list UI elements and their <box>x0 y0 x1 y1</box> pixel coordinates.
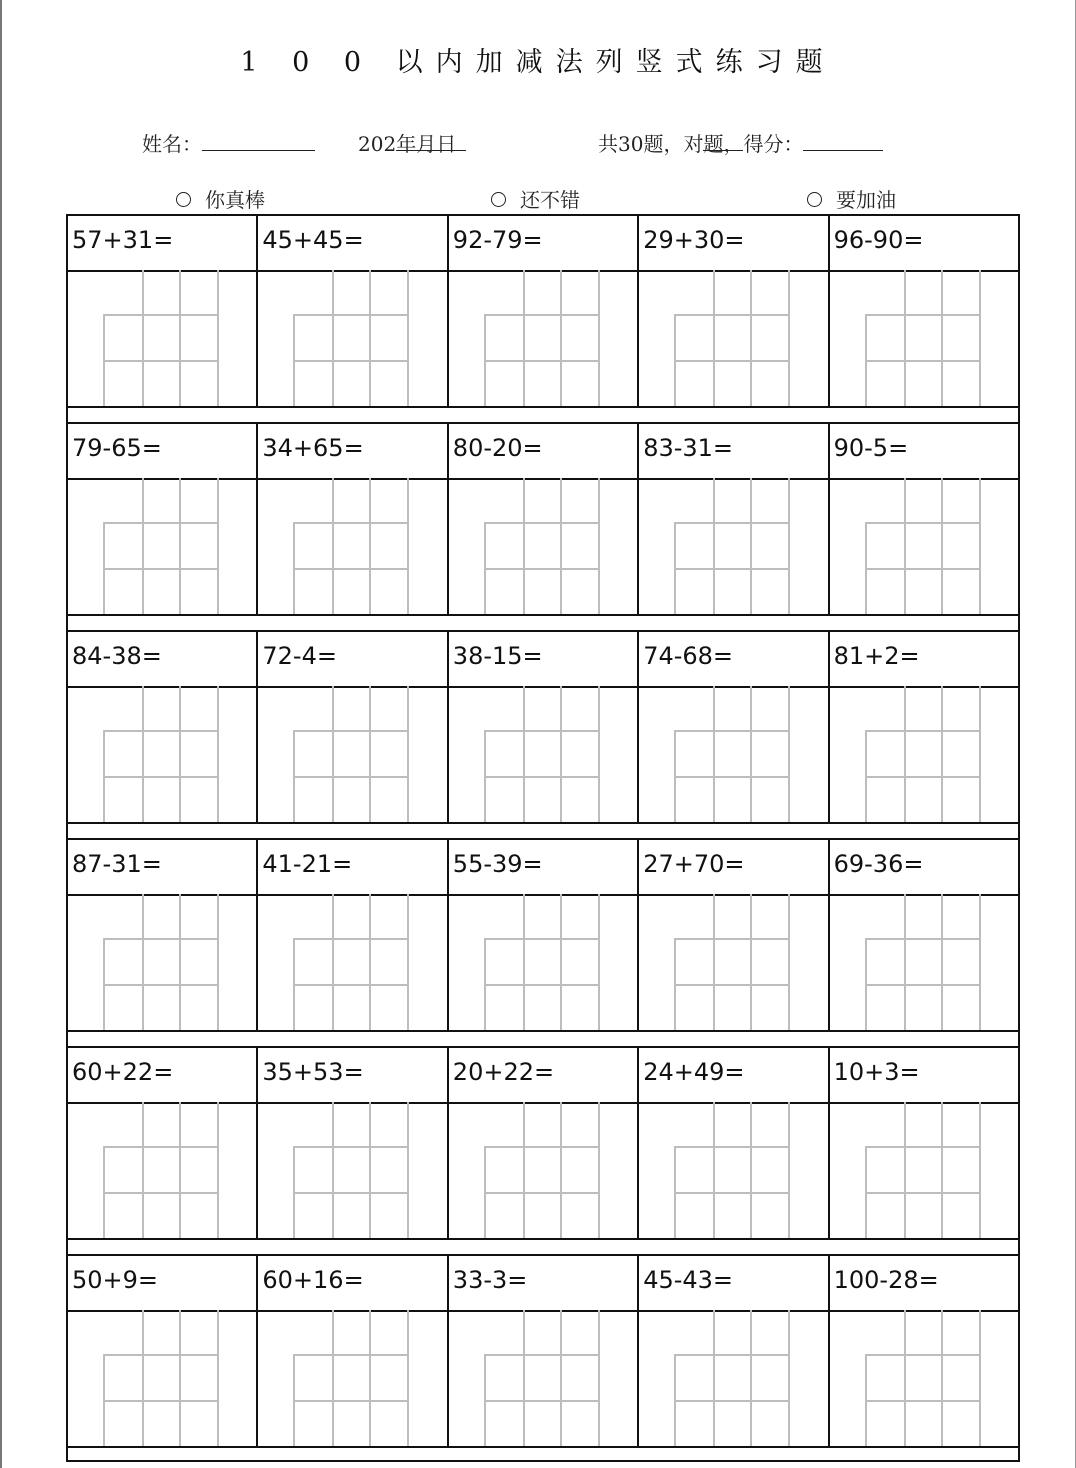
work-grid-line <box>217 894 219 1030</box>
work-grid-line <box>788 478 790 614</box>
problem-text: 60+22= <box>72 1058 174 1086</box>
work-grid-line <box>484 1354 599 1356</box>
work-grid-line <box>484 938 599 940</box>
work-grid-line <box>865 1192 980 1194</box>
problem-text: 55-39= <box>452 850 543 878</box>
year-blank <box>396 128 416 151</box>
problem-text: 33-3= <box>452 1266 528 1294</box>
problem-text: 45-43= <box>643 1266 734 1294</box>
work-grid-line <box>598 1102 600 1238</box>
work-grid-line <box>904 270 906 406</box>
work-grid-line <box>293 314 408 316</box>
work-grid-line <box>560 894 562 1030</box>
problem-text: 34+65= <box>262 434 364 462</box>
problem-cell <box>66 422 256 614</box>
problem-text: 60+16= <box>262 1266 364 1294</box>
work-grid-line <box>941 270 943 406</box>
work-grid-line <box>979 270 981 406</box>
work-grid-line <box>103 1192 218 1194</box>
problem-cell <box>828 838 1018 1030</box>
work-grid-line <box>523 894 525 1030</box>
problem-cell <box>447 1254 637 1446</box>
work-grid-line <box>293 1192 408 1194</box>
vertical-calc-work-grid <box>447 1102 637 1238</box>
work-grid-line <box>293 568 408 570</box>
work-grid-line <box>103 522 218 524</box>
rating-option <box>176 184 265 213</box>
vertical-calc-work-grid <box>447 894 637 1030</box>
work-grid-line <box>484 360 599 362</box>
work-grid-line <box>674 776 789 778</box>
work-grid-line <box>674 568 789 570</box>
row-bottom-line <box>66 1030 1020 1032</box>
vertical-calc-work-grid <box>447 478 637 614</box>
vertical-calc-work-grid <box>828 1102 1018 1238</box>
work-grid-line <box>484 984 599 986</box>
work-grid-line <box>979 894 981 1030</box>
work-grid-line <box>674 730 789 732</box>
work-grid-line <box>103 1146 218 1148</box>
vertical-calc-work-grid <box>256 478 446 614</box>
work-grid-line <box>865 1354 980 1356</box>
rating-circle-icon <box>176 192 191 207</box>
work-grid-line <box>407 478 409 614</box>
work-grid-line <box>750 1310 752 1446</box>
self-rating-row <box>0 184 1076 214</box>
work-grid-line <box>674 1400 789 1402</box>
work-grid-line <box>407 1102 409 1238</box>
work-grid-line <box>332 478 334 614</box>
work-grid-line <box>103 314 218 316</box>
student-info-line <box>0 128 1076 164</box>
rating-circle-icon <box>491 192 506 207</box>
problem-text: 96-90= <box>833 226 924 254</box>
work-grid-line <box>332 1310 334 1446</box>
work-grid-line <box>713 1310 715 1446</box>
worksheet-title: 1 0 0 以内加减法列竖式练习题 <box>240 47 836 78</box>
work-grid-line <box>332 894 334 1030</box>
work-grid-line <box>674 1146 789 1148</box>
problem-cell <box>828 214 1018 406</box>
work-grid-line <box>103 1400 218 1402</box>
work-grid-line <box>523 478 525 614</box>
work-grid-line <box>293 1146 408 1148</box>
work-grid-line <box>407 686 409 822</box>
work-grid-line <box>865 314 980 316</box>
work-grid-line <box>103 1354 218 1356</box>
problem-cell <box>637 422 827 614</box>
work-grid-line <box>523 270 525 406</box>
page-left-border <box>0 0 2 1468</box>
problem-text: 83-31= <box>643 434 734 462</box>
vertical-calc-work-grid <box>828 1310 1018 1446</box>
vertical-calc-work-grid <box>256 1102 446 1238</box>
vertical-calc-work-grid <box>447 270 637 406</box>
problem-text: 72-4= <box>262 642 337 670</box>
work-grid-line <box>484 1146 599 1148</box>
work-grid-line <box>788 1310 790 1446</box>
problem-grid <box>66 214 1020 1466</box>
work-grid-line <box>560 1310 562 1446</box>
rating-circle-icon <box>807 192 822 207</box>
work-grid-line <box>865 938 980 940</box>
work-grid-line <box>217 1102 219 1238</box>
day-label: 日 <box>436 132 457 156</box>
work-grid-line <box>103 776 218 778</box>
work-grid-line <box>179 1102 181 1238</box>
vertical-calc-work-grid <box>66 1310 256 1446</box>
work-grid-line <box>103 568 218 570</box>
work-grid-line <box>142 894 144 1030</box>
work-grid-line <box>788 686 790 822</box>
correct-blank <box>703 128 743 151</box>
vertical-calc-work-grid <box>828 478 1018 614</box>
work-grid-line <box>713 686 715 822</box>
work-grid-line <box>713 478 715 614</box>
score-label: 题，得分： <box>703 132 804 156</box>
work-grid-line <box>293 938 408 940</box>
work-grid-line <box>674 1192 789 1194</box>
work-grid-line <box>979 1310 981 1446</box>
rating-label: 要加油 <box>836 188 896 212</box>
work-grid-line <box>369 1310 371 1446</box>
work-grid-line <box>788 894 790 1030</box>
vertical-calc-work-grid <box>828 686 1018 822</box>
problem-cell <box>66 1046 256 1238</box>
work-grid-line <box>979 686 981 822</box>
problem-cell <box>828 422 1018 614</box>
work-grid-line <box>217 686 219 822</box>
work-grid-line <box>674 984 789 986</box>
work-grid-line <box>369 270 371 406</box>
score-field <box>598 128 803 157</box>
vertical-calc-work-grid <box>637 1310 827 1446</box>
problem-cell <box>637 838 827 1030</box>
problem-cell <box>637 214 827 406</box>
rating-option <box>491 184 580 213</box>
work-grid-line <box>179 270 181 406</box>
problem-cell <box>66 630 256 822</box>
work-grid-line <box>598 894 600 1030</box>
day-blank <box>436 128 466 151</box>
work-grid-line <box>674 522 789 524</box>
work-grid-line <box>484 776 599 778</box>
problem-cell <box>447 1046 637 1238</box>
name-field <box>142 128 202 157</box>
vertical-calc-work-grid <box>447 1310 637 1446</box>
problem-cell <box>256 214 446 406</box>
work-grid-line <box>750 1102 752 1238</box>
date-prefix: 202 <box>358 132 397 156</box>
rating-label: 你真棒 <box>205 188 265 212</box>
problem-cell <box>828 630 1018 822</box>
work-grid-line <box>484 730 599 732</box>
work-grid-line <box>560 1102 562 1238</box>
work-grid-line <box>369 478 371 614</box>
work-grid-line <box>103 730 218 732</box>
work-grid-line <box>332 686 334 822</box>
vertical-calc-work-grid <box>637 686 827 822</box>
problem-cell <box>637 1254 827 1446</box>
work-grid-line <box>332 270 334 406</box>
problem-text: 24+49= <box>643 1058 745 1086</box>
row-bottom-line <box>66 822 1020 824</box>
work-grid-line <box>674 314 789 316</box>
work-grid-line <box>598 1310 600 1446</box>
problem-text: 74-68= <box>643 642 734 670</box>
work-grid-line <box>674 938 789 940</box>
work-grid-line <box>484 1192 599 1194</box>
work-grid-line <box>674 360 789 362</box>
work-grid-line <box>904 686 906 822</box>
problem-text: 57+31= <box>72 226 174 254</box>
work-grid-line <box>523 1102 525 1238</box>
work-grid-line <box>941 478 943 614</box>
vertical-calc-work-grid <box>256 270 446 406</box>
problem-text: 87-31= <box>72 850 162 878</box>
problem-text: 81+2= <box>833 642 920 670</box>
work-grid-line <box>484 568 599 570</box>
row-bottom-line <box>66 406 1020 408</box>
work-grid-line <box>142 478 144 614</box>
work-grid-line <box>674 1354 789 1356</box>
work-grid-line <box>103 938 218 940</box>
problem-text: 90-5= <box>833 434 909 462</box>
work-grid-line <box>904 1102 906 1238</box>
work-grid-line <box>560 686 562 822</box>
vertical-calc-work-grid <box>66 1102 256 1238</box>
work-grid-line <box>941 1310 943 1446</box>
vertical-calc-work-grid <box>256 1310 446 1446</box>
name-blank <box>202 128 315 151</box>
problem-cell <box>637 1046 827 1238</box>
problem-text: 100-28= <box>833 1266 939 1294</box>
work-grid-line <box>598 686 600 822</box>
work-grid-line <box>904 1310 906 1446</box>
rating-label: 还不错 <box>520 188 580 212</box>
work-grid-line <box>293 360 408 362</box>
problem-cell <box>256 630 446 822</box>
problem-cell <box>66 1254 256 1446</box>
work-grid-line <box>407 894 409 1030</box>
work-grid-line <box>941 1102 943 1238</box>
work-grid-line <box>142 686 144 822</box>
vertical-calc-work-grid <box>66 894 256 1030</box>
work-grid-line <box>217 478 219 614</box>
work-grid-line <box>293 1354 408 1356</box>
work-grid-line <box>369 686 371 822</box>
work-grid-line <box>484 314 599 316</box>
work-grid-line <box>904 478 906 614</box>
problem-cell <box>256 1046 446 1238</box>
work-grid-line <box>865 984 980 986</box>
work-grid-line <box>293 984 408 986</box>
problem-text: 38-15= <box>452 642 543 670</box>
work-grid-line <box>179 1310 181 1446</box>
vertical-calc-work-grid <box>637 894 827 1030</box>
work-grid-line <box>293 730 408 732</box>
rating-option <box>807 184 896 213</box>
work-grid-line <box>560 478 562 614</box>
vertical-calc-work-grid <box>828 894 1018 1030</box>
name-label: 姓名： <box>142 132 202 156</box>
work-grid-line <box>369 1102 371 1238</box>
problem-text: 45+45= <box>262 226 364 254</box>
work-grid-line <box>865 776 980 778</box>
work-grid-line <box>865 1146 980 1148</box>
work-grid-line <box>941 894 943 1030</box>
work-grid-line <box>142 270 144 406</box>
work-grid-line <box>103 360 218 362</box>
work-grid-line <box>142 1310 144 1446</box>
work-grid-line <box>484 522 599 524</box>
vertical-calc-work-grid <box>447 686 637 822</box>
work-grid-line <box>598 270 600 406</box>
problem-text: 84-38= <box>72 642 162 670</box>
work-grid-line <box>865 360 980 362</box>
work-grid-line <box>523 686 525 822</box>
row-bottom-line <box>66 614 1020 616</box>
vertical-calc-work-grid <box>66 270 256 406</box>
problem-text: 92-79= <box>452 226 543 254</box>
work-grid-line <box>179 478 181 614</box>
problem-text: 35+53= <box>262 1058 364 1086</box>
vertical-calc-work-grid <box>66 686 256 822</box>
vertical-calc-work-grid <box>256 686 446 822</box>
problem-cell <box>256 1254 446 1446</box>
vertical-calc-work-grid <box>637 270 827 406</box>
problem-text: 10+3= <box>833 1058 920 1086</box>
problem-text: 69-36= <box>833 850 924 878</box>
work-grid-line <box>407 1310 409 1446</box>
problem-cell <box>256 422 446 614</box>
problem-cell <box>828 1046 1018 1238</box>
problem-text: 27+70= <box>643 850 745 878</box>
vertical-calc-work-grid <box>637 478 827 614</box>
vertical-calc-work-grid <box>637 1102 827 1238</box>
problem-text: 29+30= <box>643 226 745 254</box>
work-grid-line <box>941 686 943 822</box>
problem-text: 20+22= <box>452 1058 555 1086</box>
work-grid-line <box>484 1400 599 1402</box>
work-grid-line <box>369 894 371 1030</box>
problem-cell <box>447 630 637 822</box>
problem-text: 80-20= <box>452 434 543 462</box>
vertical-calc-work-grid <box>66 478 256 614</box>
work-grid-line <box>217 270 219 406</box>
work-grid-line <box>865 1400 980 1402</box>
work-grid-line <box>750 686 752 822</box>
work-grid-line <box>788 270 790 406</box>
work-grid-line <box>713 894 715 1030</box>
work-grid-line <box>598 478 600 614</box>
work-grid-line <box>293 1400 408 1402</box>
work-grid-line <box>979 478 981 614</box>
problem-text: 79-65= <box>72 434 162 462</box>
work-grid-line <box>293 776 408 778</box>
work-grid-line <box>217 1310 219 1446</box>
row-bottom-line <box>66 1446 1020 1448</box>
problem-cell <box>66 214 256 406</box>
problem-cell <box>828 1254 1018 1446</box>
work-grid-line <box>713 270 715 406</box>
problem-cell <box>637 630 827 822</box>
year-label: 年 <box>396 132 417 156</box>
work-grid-line <box>179 894 181 1030</box>
problem-cell <box>66 838 256 1030</box>
work-grid-line <box>407 270 409 406</box>
work-grid-line <box>865 522 980 524</box>
vertical-calc-work-grid <box>828 270 1018 406</box>
work-grid-line <box>293 522 408 524</box>
problem-cell <box>256 838 446 1030</box>
problem-text: 50+9= <box>72 1266 159 1294</box>
work-grid-line <box>179 686 181 822</box>
work-grid-line <box>332 1102 334 1238</box>
work-grid-line <box>750 894 752 1030</box>
work-grid-line <box>750 478 752 614</box>
work-grid-line <box>904 894 906 1030</box>
score-blank <box>803 128 883 151</box>
work-grid-line <box>560 270 562 406</box>
problem-cell <box>447 422 637 614</box>
work-grid-line <box>979 1102 981 1238</box>
work-grid-line <box>865 730 980 732</box>
work-grid-line <box>865 568 980 570</box>
work-grid-line <box>523 1310 525 1446</box>
problem-text: 41-21= <box>262 850 353 878</box>
work-grid-line <box>750 270 752 406</box>
problem-cell <box>447 214 637 406</box>
problem-cell <box>447 838 637 1030</box>
date-field <box>358 128 456 157</box>
month-label: 月 <box>416 132 437 156</box>
total-label: 共30题，对 <box>598 132 704 156</box>
row-bottom-line <box>66 1238 1020 1240</box>
work-grid-line <box>103 984 218 986</box>
work-grid-line <box>713 1102 715 1238</box>
work-grid-line <box>142 1102 144 1238</box>
work-grid-line <box>788 1102 790 1238</box>
vertical-calc-work-grid <box>256 894 446 1030</box>
